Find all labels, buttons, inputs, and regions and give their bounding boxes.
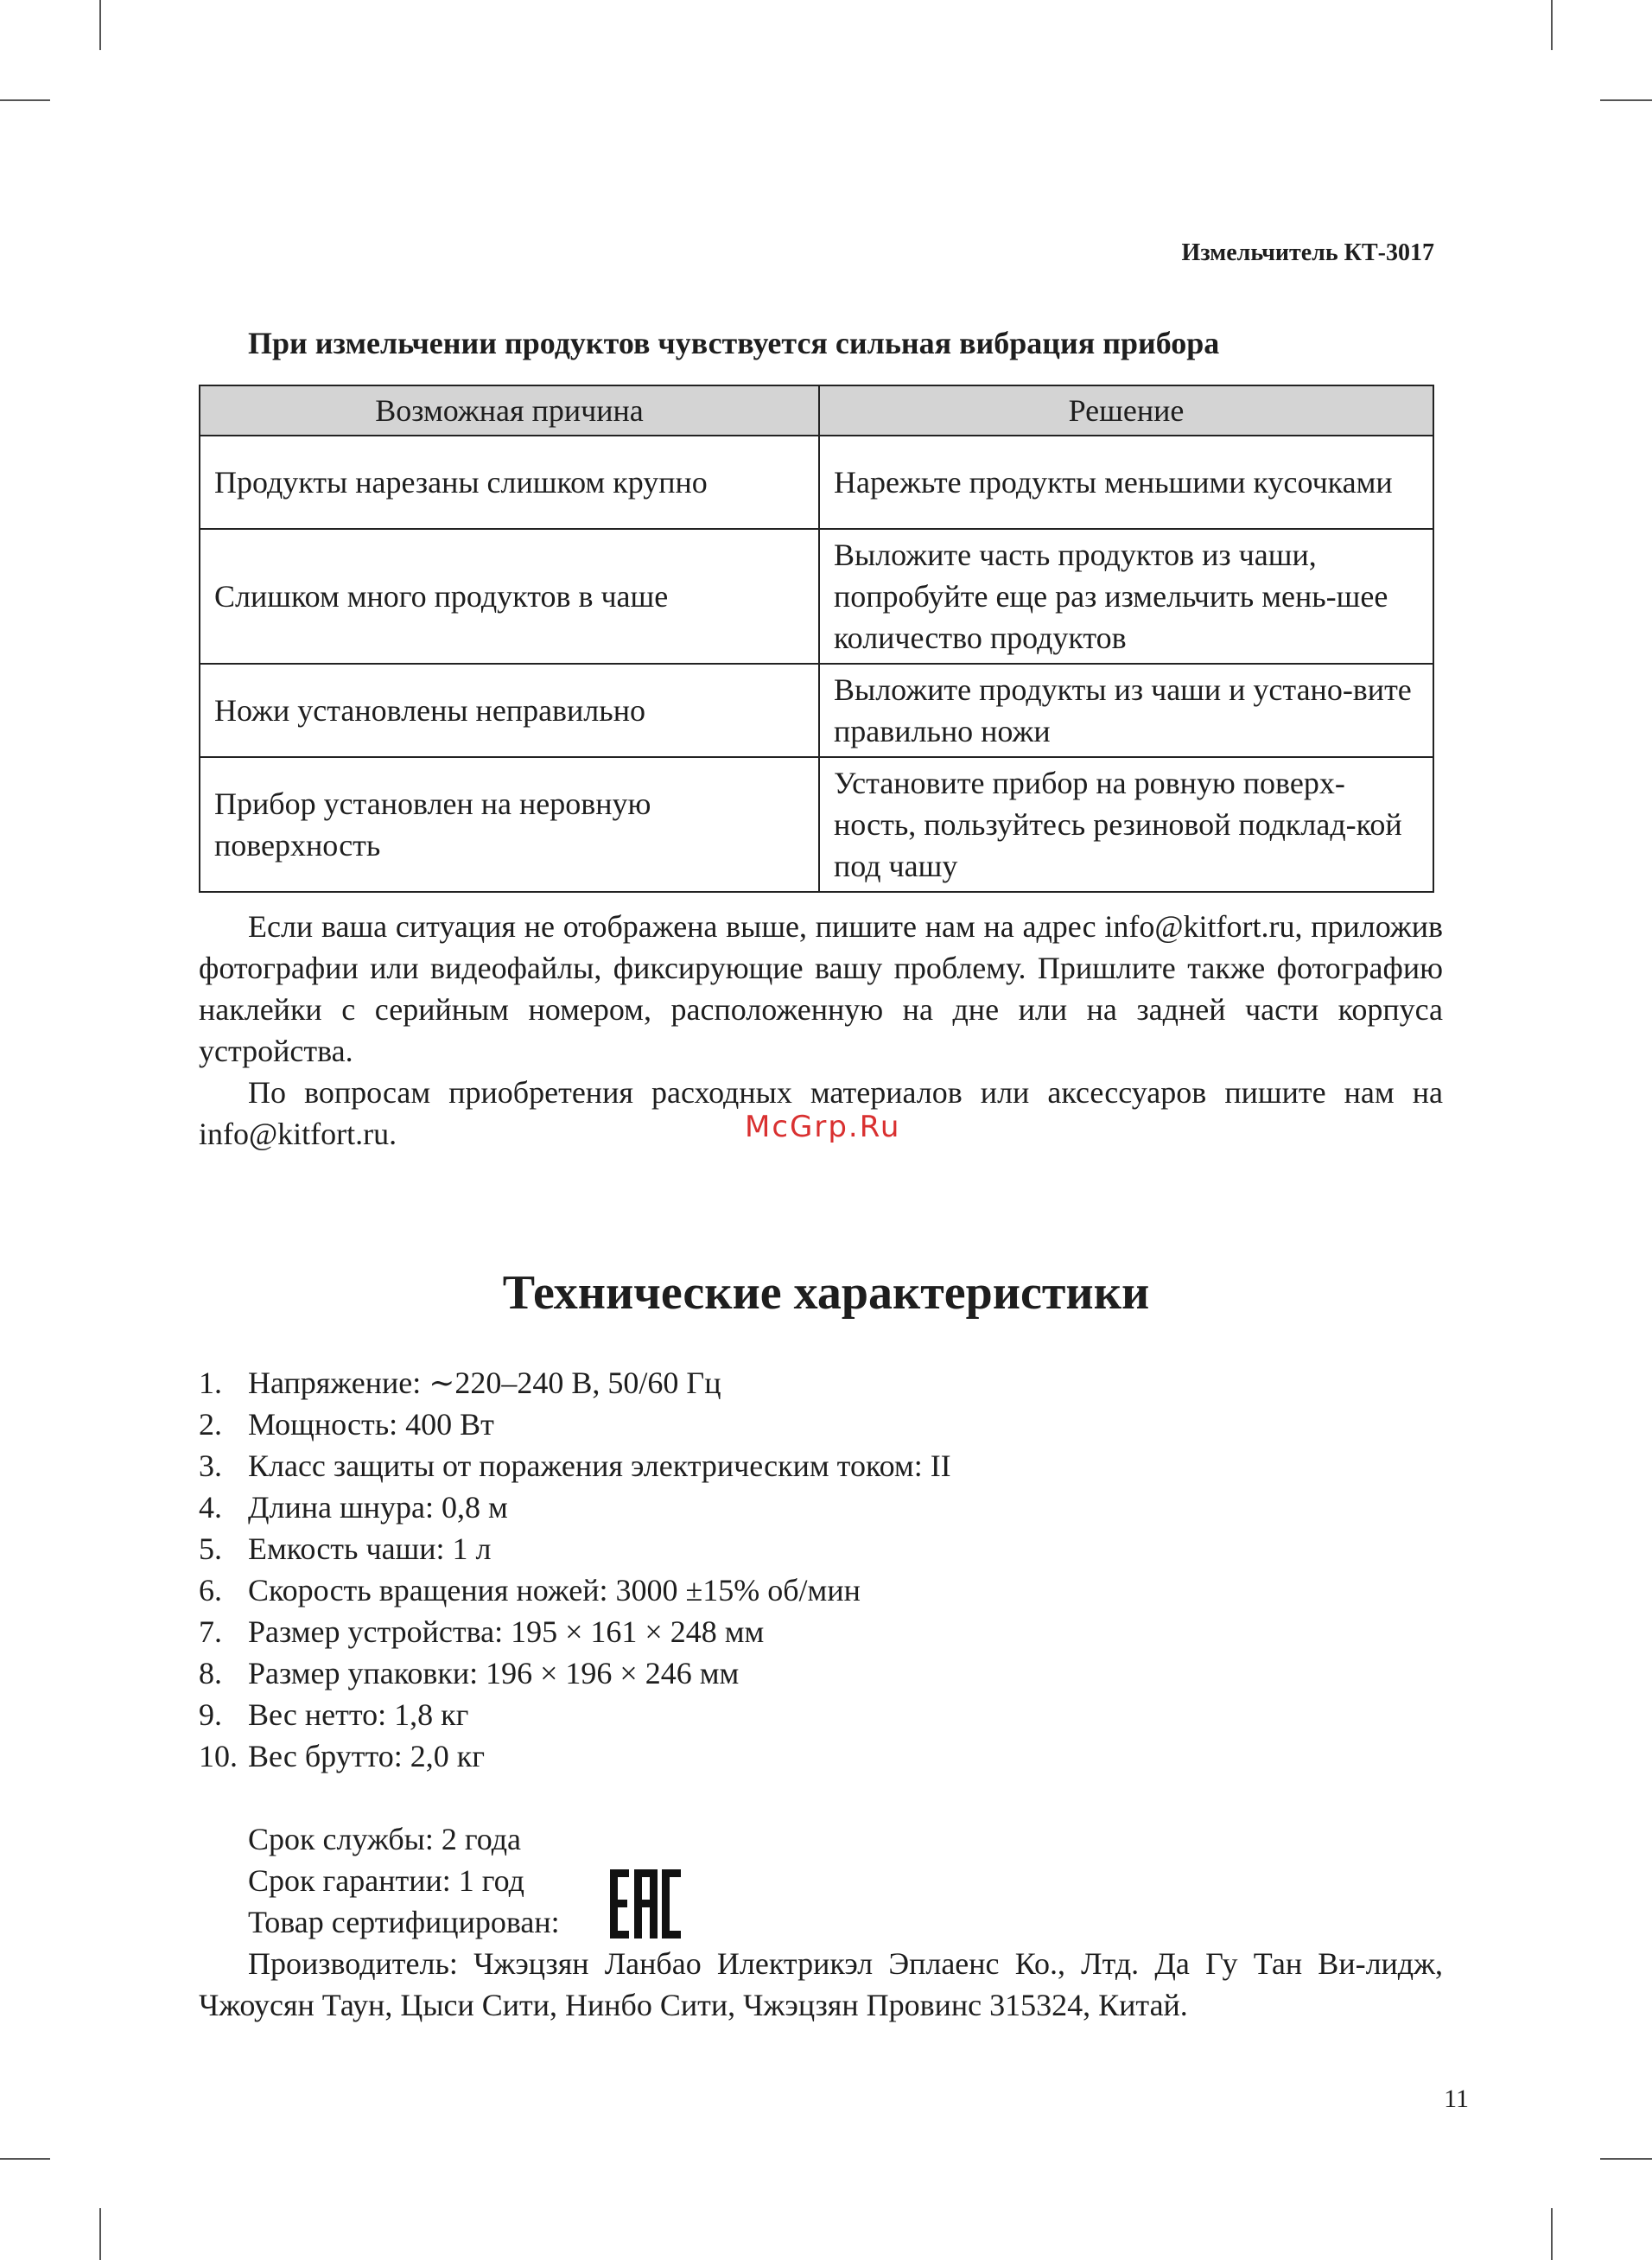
item-number: 1. <box>199 1366 222 1400</box>
crop-mark <box>1551 2208 1553 2260</box>
page-number: 11 <box>1444 2085 1469 2113</box>
cause-cell: Ножи установлены неправильно <box>200 664 819 757</box>
solution-cell: Выложите продукты из чаши и устано-вите правильно ножи <box>819 664 1433 757</box>
solution-cell: Установите прибор на ровную поверх-ность, пользуйтесь резиновой подклад-кой под чашу <box>819 757 1433 892</box>
item-number: 8. <box>199 1656 222 1690</box>
list-item <box>199 1404 951 1445</box>
cause-cell: Прибор установлен на неровную поверхность <box>200 757 819 892</box>
certification-label: Товар сертифицирован: <box>248 1905 560 1939</box>
crop-mark <box>1600 99 1652 101</box>
item-text: Мощность: 400 Вт <box>248 1407 494 1442</box>
crop-mark <box>99 0 101 50</box>
list-item <box>199 1735 951 1777</box>
item-text: Емкость чаши: 1 л <box>248 1531 492 1566</box>
table-row <box>200 757 1433 892</box>
manufacturer-info: Производитель: Чжэцзян Ланбао Илектрикэл Эплаенс Ко., Лтд. Да Гу Тан Ви-лидж, Чжоусян Таун, Цыси Сити, Нинбо Сити, Чжэцзян Провинс 315324, Китай. <box>199 1946 1443 2022</box>
item-text: Напряжение: ∼220–240 В, 50/60 Гц <box>248 1366 721 1400</box>
list-item <box>199 1652 951 1694</box>
watermark: McGrp.Ru <box>745 1110 901 1144</box>
cause-cell: Слишком много продуктов в чаше <box>200 529 819 664</box>
table-header-row <box>200 385 1433 436</box>
service-info <box>199 1818 1443 2026</box>
section-title: Технические характеристики <box>502 1266 1150 1320</box>
solution-cell: Выложите часть продуктов из чаши, попробуйте еще раз измельчить мень-шее количество продуктов <box>819 529 1433 664</box>
crop-mark <box>0 2158 50 2160</box>
crop-mark <box>1551 0 1553 50</box>
eac-certification-icon <box>608 1869 681 1939</box>
running-header: Измельчитель КТ-3017 <box>1181 239 1434 266</box>
item-number: 6. <box>199 1573 222 1607</box>
item-text: Длина шнура: 0,8 м <box>248 1490 508 1525</box>
list-item <box>199 1362 951 1404</box>
troubleshooting-table <box>199 385 1434 893</box>
item-number: 4. <box>199 1490 222 1525</box>
accessories-paragraph: По вопросам приобретения расходных материалов или аксессуаров пишите нам на info@kitfort.ru. <box>199 1075 1443 1151</box>
item-number: 3. <box>199 1448 222 1483</box>
problem-heading: При измельчении продуктов чувствуется сильная вибрация прибора <box>248 326 1220 360</box>
cause-cell: Продукты нарезаны слишком крупно <box>200 436 819 529</box>
column-header-solution: Решение <box>819 385 1433 436</box>
crop-mark <box>0 99 50 101</box>
contact-paragraph: Если ваша ситуация не отображена выше, пишите нам на адрес info@kitfort.ru, приложив фотографии или видеофайлы, фиксирующие вашу проблему. Пришлите также фотографию наклейки с серийным номером, расположенную на дне или на задней части корпуса устройства. <box>199 909 1443 1068</box>
item-text: Скорость вращения ножей: 3000 ±15% об/мин <box>248 1573 861 1607</box>
list-item <box>199 1487 951 1528</box>
list-item <box>199 1528 951 1569</box>
column-header-cause: Возможная причина <box>200 385 819 436</box>
warranty-period: Срок гарантии: 1 год <box>248 1863 524 1898</box>
item-text: Вес брутто: 2,0 кг <box>248 1739 485 1773</box>
crop-mark <box>1600 2158 1652 2160</box>
item-number: 2. <box>199 1407 222 1442</box>
item-text: Класс защиты от поражения электрическим током: II <box>248 1448 951 1483</box>
spec-list <box>199 1362 951 1777</box>
list-item <box>199 1445 951 1487</box>
crop-mark <box>99 2208 101 2260</box>
table-row <box>200 664 1433 757</box>
item-number: 5. <box>199 1531 222 1566</box>
service-life: Срок службы: 2 года <box>248 1822 522 1856</box>
item-text: Размер упаковки: 196 × 196 × 246 мм <box>248 1656 740 1690</box>
item-number: 7. <box>199 1614 222 1649</box>
item-number: 9. <box>199 1697 222 1732</box>
list-item <box>199 1694 951 1735</box>
item-text: Размер устройства: 195 × 161 × 248 мм <box>248 1614 765 1649</box>
item-number: 10. <box>199 1739 238 1773</box>
table-row <box>200 436 1433 529</box>
table-row <box>200 529 1433 664</box>
list-item <box>199 1569 951 1611</box>
solution-cell: Нарежьте продукты меньшими кусочками <box>819 436 1433 529</box>
item-text: Вес нетто: 1,8 кг <box>248 1697 469 1732</box>
list-item <box>199 1611 951 1652</box>
